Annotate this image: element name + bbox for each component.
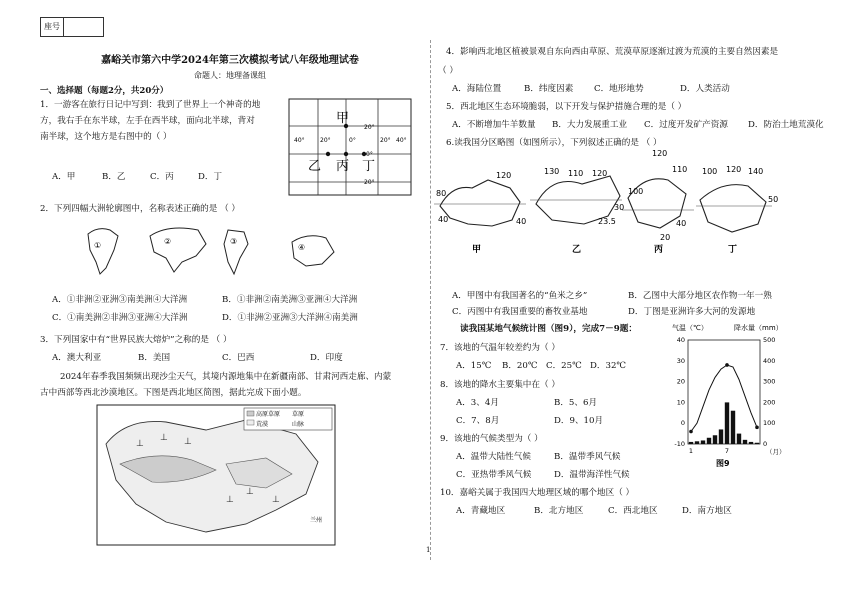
q6-stem: 6.读我国分区略图（如图所示），下列叙述正确的是 （ ） bbox=[446, 138, 662, 148]
precip-bar bbox=[713, 435, 717, 444]
temp-tick-label: 0 bbox=[680, 419, 685, 428]
q4-line-2: （ ） bbox=[438, 66, 458, 76]
legend-label: 草原 bbox=[292, 411, 305, 418]
q7-option-b: B．20℃ bbox=[502, 361, 538, 371]
precip-bar bbox=[725, 402, 729, 444]
q9-option-d: D．温带海洋性气候 bbox=[554, 470, 630, 480]
q2-stem: 2．下列四幅大洲轮廓图中，名称表述正确的是 （ ） bbox=[40, 204, 240, 214]
svg-text:⊥: ⊥ bbox=[160, 433, 168, 443]
q9-option-c: C．亚热带季风气候 bbox=[456, 470, 532, 480]
precip-bar bbox=[689, 442, 693, 444]
q1-line-3: 南半球，这个地方是右图中的（ ） bbox=[40, 132, 172, 142]
precip-bar bbox=[701, 440, 705, 444]
legend-label: 荒漠 bbox=[256, 421, 269, 428]
q4-option-c: C．地形地势 bbox=[594, 84, 644, 94]
temp-tick-label: 40 bbox=[676, 336, 685, 344]
q6-option-c: C．丙图中有我国重要的畜牧业基地 bbox=[452, 307, 588, 317]
q6-number: 110 bbox=[568, 169, 584, 178]
q10-stem: 10．嘉峪关属于我国四大地理区域的哪个地区（ ） bbox=[440, 488, 635, 498]
q1-line-1: 1．一游客在旅行日记中写到：我到了世界上一个神奇的地 bbox=[40, 100, 261, 110]
intro-line-1: 2024年春季我国频频出现沙尘天气，其境内源地集中在新疆南部、甘肃河西走廊、内蒙 bbox=[60, 372, 392, 382]
precip-bar bbox=[737, 434, 741, 444]
precip-tick-label: 300 bbox=[763, 377, 776, 386]
precip-tick-label: 500 bbox=[763, 336, 776, 344]
q6-number: 80 bbox=[436, 189, 447, 198]
legend-label: 高原草原 bbox=[256, 411, 281, 418]
q6-region-bing: 丙 bbox=[654, 245, 664, 255]
q3-option-d: D．印度 bbox=[310, 353, 343, 363]
chart-y2-label: 降水量（mm） bbox=[734, 324, 783, 332]
q10-option-a: A．青藏地区 bbox=[456, 506, 506, 516]
q4-line-1: 4．影响西北地区植被景观自东向西由草原、荒漠草原逐渐过渡为荒漠的主要自然因素是 bbox=[446, 47, 779, 57]
q5-option-d: D．防治土地荒漠化 bbox=[748, 120, 824, 130]
q1-option-c: C．丙 bbox=[150, 172, 174, 182]
q9-option-a: A．温带大陆性气候 bbox=[456, 452, 531, 462]
q10-option-c: C．西北地区 bbox=[608, 506, 658, 516]
svg-text:⊥: ⊥ bbox=[226, 495, 234, 505]
q6-number: 120 bbox=[592, 169, 608, 178]
map-city-label: 兰州 bbox=[310, 517, 323, 524]
map-tick: 40° bbox=[294, 137, 305, 144]
q2-option-c: C．①南美洲②非洲③亚洲④大洋洲 bbox=[52, 313, 188, 323]
q7-option-d: D．32℃ bbox=[590, 361, 627, 371]
q5-option-b: B．大力发展重工业 bbox=[552, 120, 628, 130]
q6-number: 100 bbox=[702, 167, 718, 176]
q6-number: 120 bbox=[652, 149, 668, 158]
precip-bar bbox=[707, 438, 711, 444]
precip-tick-label: 400 bbox=[763, 356, 776, 365]
precip-tick-label: 200 bbox=[763, 398, 776, 407]
month-tick-label: 1 bbox=[688, 447, 694, 455]
q10-option-d: D．南方地区 bbox=[682, 506, 732, 516]
column-divider bbox=[430, 40, 431, 560]
q6-number: 140 bbox=[748, 167, 764, 176]
q7-stem: 7．该地的气温年较差约为（ ） bbox=[440, 343, 560, 353]
q10-option-b: B．北方地区 bbox=[534, 506, 584, 516]
q6-number: 23.5 bbox=[598, 217, 616, 226]
q6-number: 40 bbox=[676, 219, 687, 228]
intro-line-2: 古中西部等西北沙漠地区。下图是西北地区简图，据此完成下面小题。 bbox=[40, 388, 307, 398]
map-label-bing: 丙 bbox=[336, 159, 350, 174]
continent-mark-3: ③ bbox=[230, 237, 238, 246]
chart-plot-area bbox=[688, 340, 760, 444]
map-tick: 20° bbox=[364, 124, 375, 131]
q4-option-d: D．人类活动 bbox=[680, 84, 730, 94]
q6-number: 120 bbox=[496, 171, 512, 180]
q9-option-b: B．温带季风气候 bbox=[554, 452, 621, 462]
q6-region-maps bbox=[432, 144, 782, 256]
temperature-line bbox=[691, 365, 757, 432]
precip-tick-label: 0 bbox=[763, 440, 768, 448]
q8-option-c: C．7、8月 bbox=[456, 416, 500, 426]
exam-author: 命题人：地理备课组 bbox=[194, 71, 266, 80]
q2-option-a: A．①非洲②亚洲③南美洲④大洋洲 bbox=[52, 295, 188, 305]
q6-region-ding: 丁 bbox=[728, 245, 738, 255]
q6-number: 100 bbox=[628, 187, 644, 196]
q8-option-d: D．9、10月 bbox=[554, 416, 604, 426]
temp-tick-label: 30 bbox=[676, 356, 685, 365]
map-tick: 20° bbox=[364, 179, 375, 186]
temp-tick-label: 20 bbox=[676, 377, 685, 386]
q8-option-a: A．3、4月 bbox=[456, 398, 499, 408]
q6-number: 40 bbox=[438, 215, 449, 224]
map-label-yi: 乙 bbox=[308, 159, 322, 174]
temp-tick-label: 10 bbox=[676, 398, 685, 407]
temp-point bbox=[725, 363, 729, 367]
q3-option-c: C．巴西 bbox=[222, 353, 255, 363]
continent-mark-4: ④ bbox=[298, 243, 306, 252]
q2-option-b: B．①非洲②南美洲③亚洲④大洋洲 bbox=[222, 295, 358, 305]
map-tick: 0° bbox=[349, 137, 356, 144]
q1-option-d: D．丁 bbox=[198, 172, 223, 182]
q6-number: 110 bbox=[672, 165, 688, 174]
precip-bar bbox=[755, 443, 759, 444]
svg-text:⊥: ⊥ bbox=[184, 437, 192, 447]
precip-bar bbox=[749, 442, 753, 444]
svg-text:⊥: ⊥ bbox=[272, 495, 280, 505]
climate-intro: 读我国某地气候统计图（图9），完成7－9题： bbox=[460, 324, 637, 334]
month-tick-label: 7 bbox=[724, 447, 730, 455]
q4-option-b: B．纬度因素 bbox=[524, 84, 574, 94]
q6-number: 40 bbox=[516, 217, 527, 226]
q5-stem: 5．西北地区生态环境脆弱，以下开发与保护措施合理的是（ ） bbox=[446, 102, 687, 112]
q5-option-a: A．不断增加牛羊数量 bbox=[452, 120, 536, 130]
map-tick: 20° bbox=[380, 137, 391, 144]
q1-line-2: 方，我右手在东半球，左手在西半球，面向北半球，背对 bbox=[40, 116, 255, 126]
chart-y-label: 气温（℃） bbox=[672, 324, 708, 332]
temp-tick-label: -10 bbox=[674, 440, 685, 448]
map-label-jia: 甲 bbox=[336, 111, 350, 126]
chart-title: 图9 bbox=[716, 459, 730, 468]
temp-point bbox=[755, 426, 759, 430]
northwest-china-map bbox=[96, 404, 336, 546]
q3-option-a: A．澳大利亚 bbox=[52, 353, 102, 363]
q8-option-b: B．5、6月 bbox=[554, 398, 598, 408]
legend-label: 山脉 bbox=[292, 421, 305, 428]
q6-option-a: A．甲图中有我国著名的“鱼米之乡” bbox=[452, 291, 588, 301]
q6-option-b: B．乙图中大部分地区农作物一年一熟 bbox=[628, 291, 772, 301]
q6-number: 30 bbox=[614, 203, 625, 212]
svg-text:⊥: ⊥ bbox=[246, 487, 254, 497]
q6-region-jia: 甲 bbox=[472, 245, 482, 255]
svg-text:⊥: ⊥ bbox=[136, 439, 144, 449]
q1-option-b: B．乙 bbox=[102, 172, 126, 182]
precip-bar bbox=[719, 429, 723, 444]
q6-number: 130 bbox=[544, 167, 560, 176]
q6-number: 120 bbox=[726, 165, 742, 174]
q2-continent-outlines bbox=[78, 222, 370, 280]
precip-tick-label: 100 bbox=[763, 419, 776, 428]
temp-point bbox=[689, 430, 693, 434]
q6-option-d: D．丁图是亚洲许多大河的发源地 bbox=[628, 307, 756, 317]
q9-stem: 9．该地的气候类型为（ ） bbox=[440, 434, 543, 444]
q6-number: 50 bbox=[768, 195, 779, 204]
exam-title: 嘉峪关市第六中学2024年第三次模拟考试八年级地理试卷 bbox=[101, 55, 359, 66]
seat-label: 座号 bbox=[41, 18, 64, 36]
q6-region-yi: 乙 bbox=[572, 245, 582, 255]
map-tick: 20° bbox=[320, 137, 331, 144]
q3-stem: 3．下列国家中有“世界民族大熔炉”之称的是 （ ） bbox=[40, 335, 232, 345]
section-heading: 一、选择题（每题2分，共20分） bbox=[40, 86, 169, 96]
continent-mark-1: ① bbox=[94, 241, 102, 250]
q2-option-d: D．①非洲②亚洲③大洋洲④南美洲 bbox=[222, 313, 358, 323]
map-label-ding: 丁 bbox=[362, 159, 376, 174]
continent-mark-2: ② bbox=[164, 237, 172, 246]
q7-option-c: C．25℃ bbox=[546, 361, 582, 371]
page-number: 1 bbox=[426, 546, 431, 554]
precip-bar bbox=[731, 411, 735, 444]
map-tick: 0° bbox=[366, 151, 373, 158]
q3-option-b: B．美国 bbox=[138, 353, 171, 363]
seat-number-box bbox=[40, 17, 104, 37]
q8-stem: 8．该地的降水主要集中在（ ） bbox=[440, 380, 560, 390]
q1-option-a: A．甲 bbox=[52, 172, 76, 182]
precip-bar bbox=[695, 441, 699, 444]
q6-number: 20 bbox=[660, 233, 671, 242]
q7-option-a: A．15℃ bbox=[456, 361, 492, 371]
q4-option-a: A．海陆位置 bbox=[452, 84, 502, 94]
precip-bar bbox=[743, 440, 747, 444]
q5-option-c: C．过度开发矿产资源 bbox=[644, 120, 728, 130]
q1-grid-map bbox=[288, 98, 412, 196]
map-tick: 40° bbox=[396, 137, 407, 144]
climate-chart bbox=[660, 320, 790, 472]
chart-x-label: （月） bbox=[766, 448, 786, 456]
